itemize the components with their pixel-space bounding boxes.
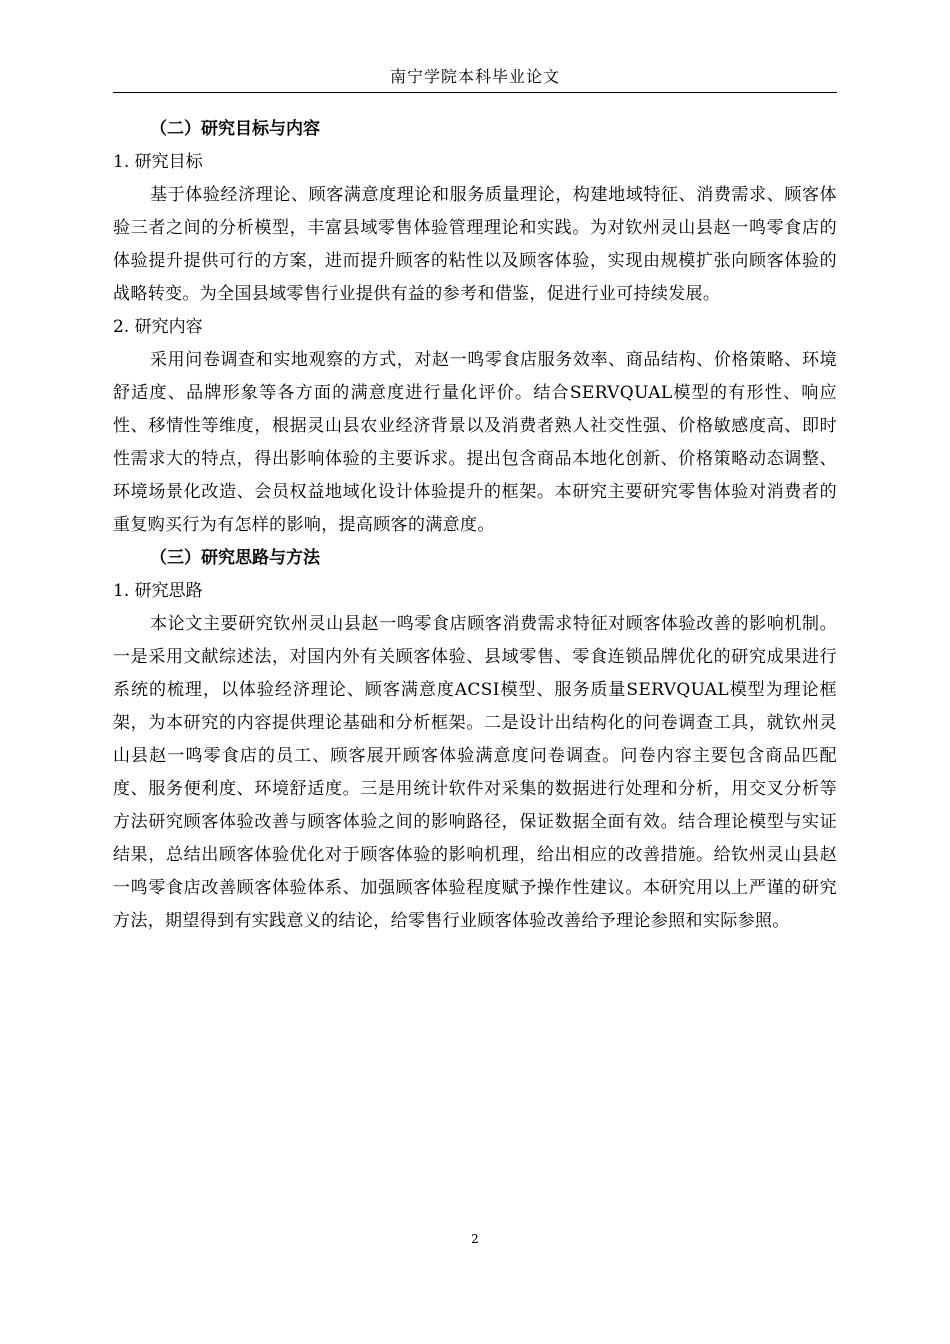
page-header bbox=[113, 64, 837, 93]
header-title: 南宁学院本科毕业论文 bbox=[389, 67, 560, 86]
subsection-title-research-content: 2. 研究内容 bbox=[113, 317, 203, 337]
paragraph-research-approach: 本论文主要研究钦州灵山县赵一鸣零食店顾客消费需求特征对顾客体验改善的影响机制。一是采用文献综述法，对国内外有关顾客体验、县域零售、零食连锁品牌优化的研究成果进行系统的梳理，以体验经济理论、顾客满意度ACSI模型、服务质量SERVQUAL模型为理论框架，为本研究的内容提供理论基础和分析框架。二是设计出结构化的问卷调查工具，就钦州灵山县赵一鸣零食店的员工、顾客展开顾客体验满意度问卷调查。问卷内容主要包含商品匹配度、服务便利度、环境舒适度。三是用统计软件对采集的数据进行处理和分析，用交叉分析等方法研究顾客体验改善与顾客体验之间的影响路径，保证数据全面有效。结合理论模型与实证结果，总结出顾客体验优化对于顾客体验的影响机理，给出相应的改善措施。给钦州灵山县赵一鸣零食店改善顾客体验体系、加强顾客体验程度赋予操作性建议。本研究用以上严谨的研究方法，期望得到有实践意义的结论，给零售行业顾客体验改善给予理论参照和实际参照。 bbox=[113, 614, 837, 931]
section-heading-methods: （三）研究思路与方法 bbox=[150, 548, 320, 568]
paragraph-research-content: 采用问卷调查和实地观察的方式，对赵一鸣零食店服务效率、商品结构、价格策略、环境舒适度、品牌形象等各方面的满意度进行量化评价。结合SERVQUAL模型的有形性、响应性、移情性等维度，根据灵山县农业经济背景以及消费者熟人社交性强、价格敏感度高、即时性需求大的特点，得出影响体验的主要诉求。提出包含商品本地化创新、价格策略动态调整、环境场景化改造、会员权益地域化设计体验提升的框架。本研究主要研究零售体验对消费者的重复购买行为有怎样的影响，提高顾客的满意度。 bbox=[113, 350, 837, 535]
subsection-title-research-approach: 1. 研究思路 bbox=[113, 581, 203, 601]
section-heading-objectives: （二）研究目标与内容 bbox=[150, 119, 320, 139]
subsection-title-research-goal: 1. 研究目标 bbox=[113, 152, 203, 172]
paragraph-research-goal: 基于体验经济理论、顾客满意度理论和服务质量理论，构建地域特征、消费需求、顾客体验三者之间的分析模型，丰富县域零售体验管理理论和实践。为对钦州灵山县赵一鸣零食店的体验提升提供可行的方案，进而提升顾客的粘性以及顾客体验，实现由规模扩张向顾客体验的战略转变。为全国县域零售行业提供有益的参考和借鉴，促进行业可持续发展。 bbox=[113, 185, 837, 304]
document-body bbox=[113, 113, 837, 938]
page-number: 2 bbox=[471, 1232, 479, 1246]
